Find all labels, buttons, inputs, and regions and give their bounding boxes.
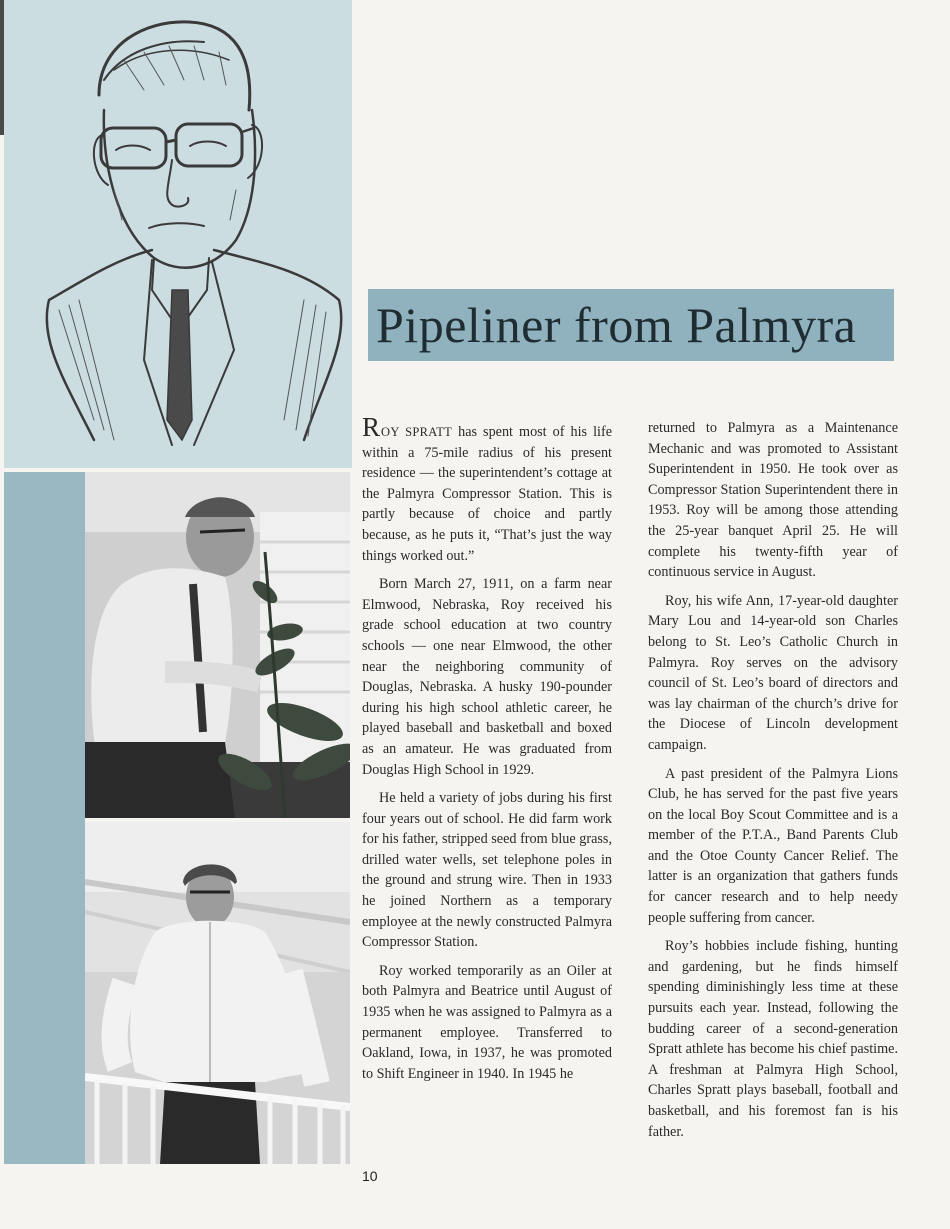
paragraph-text: has spent most of his life within a 75-mile radius of his present residence — the superintendent’s cottage at the Palmyra Compressor Station. This is partly because of choice and partly because, as he puts it, “That’s just the way things worked out.” [362, 424, 612, 564]
article-paragraph: Roy, his wife Ann, 17-year-old daughter Mary Lou and 14-year-old son Charles belong to St. Leo’s Catholic Church in Palmyra. Roy serves on the advisory council of St. Leo’s board of directors and was lay chairman of the church’s drive for the Diocese of Lincoln development campaign. [648, 592, 898, 753]
article-paragraph [362, 412, 612, 566]
portrait-sketch-drawing [4, 0, 352, 468]
article-paragraph: A past president of the Palmyra Lions Club, he has served for the past five years on the local Boy Scout Committee and is a member of the P.T.A., Band Parents Club and the Otoe County Cancer Relief. The latter is an organization that gathers funds for cancer research and to help needy people suffering from cancer. [648, 765, 898, 926]
photo-man-with-plant [85, 472, 350, 818]
title-banner [368, 289, 894, 361]
page-number: 10 [362, 1168, 378, 1184]
portrait-sketch [4, 0, 352, 468]
article-paragraph: Roy’s hobbies include fishing, hunting and gardening, but he finds himself spending diminishingly less time at these pursuits each year. Instead, following the budding career of a second-generation Spratt athlete has become his chief pastime. A freshman at Palmyra High School, Charles Spratt plays baseball, football and basketball, and his foremost fan is his father. [648, 938, 898, 1140]
article-column-right [648, 418, 898, 1150]
article-paragraph: Born March 27, 1911, on a farm near Elmwood, Nebraska, Roy received his grade school education at two country schools — one near Elmwood, the other near the neighboring community of Douglas, Nebraska. A husky 190-pounder during his high school athletic career, he played baseball and basketball and boxed as an amateur. He was graduated from Douglas High School in 1929. [362, 576, 612, 778]
lead-name: OY SPRATT [381, 425, 453, 439]
article-paragraph: returned to Palmyra as a Maintenance Mechanic and was promoted to Assistant Superintendent in 1950. He took over as Compressor Station Superintendent there in 1953. Roy will be among those attending the 25-year banquet April 25. He will complete his twenty-fifth year of continuous service in August. [648, 420, 898, 581]
article-paragraph: He held a variety of jobs during his first four years out of school. He did farm work for his father, stripped seed from blue grass, drilled water wells, set telephone poles in the ground and strung wire. Then in 1933 he joined Northern as a temporary employee at the newly constructed Palmyra Compressor Station. [362, 790, 612, 951]
photo-man-at-railing [85, 822, 350, 1164]
article-title: Pipeliner from Palmyra [376, 297, 857, 353]
article-paragraph: Roy worked temporarily as an Oiler at both Palmyra and Beatrice until August of 1935 when he was assigned to Palmyra as a permanent employee. Transferred to Oakland, Iowa, in 1937, he was promoted to Shift Engineer in 1940. In 1945 he [362, 962, 612, 1082]
blue-side-band [4, 472, 85, 1164]
drop-cap: R [362, 412, 381, 442]
article-column-left [362, 412, 612, 1092]
